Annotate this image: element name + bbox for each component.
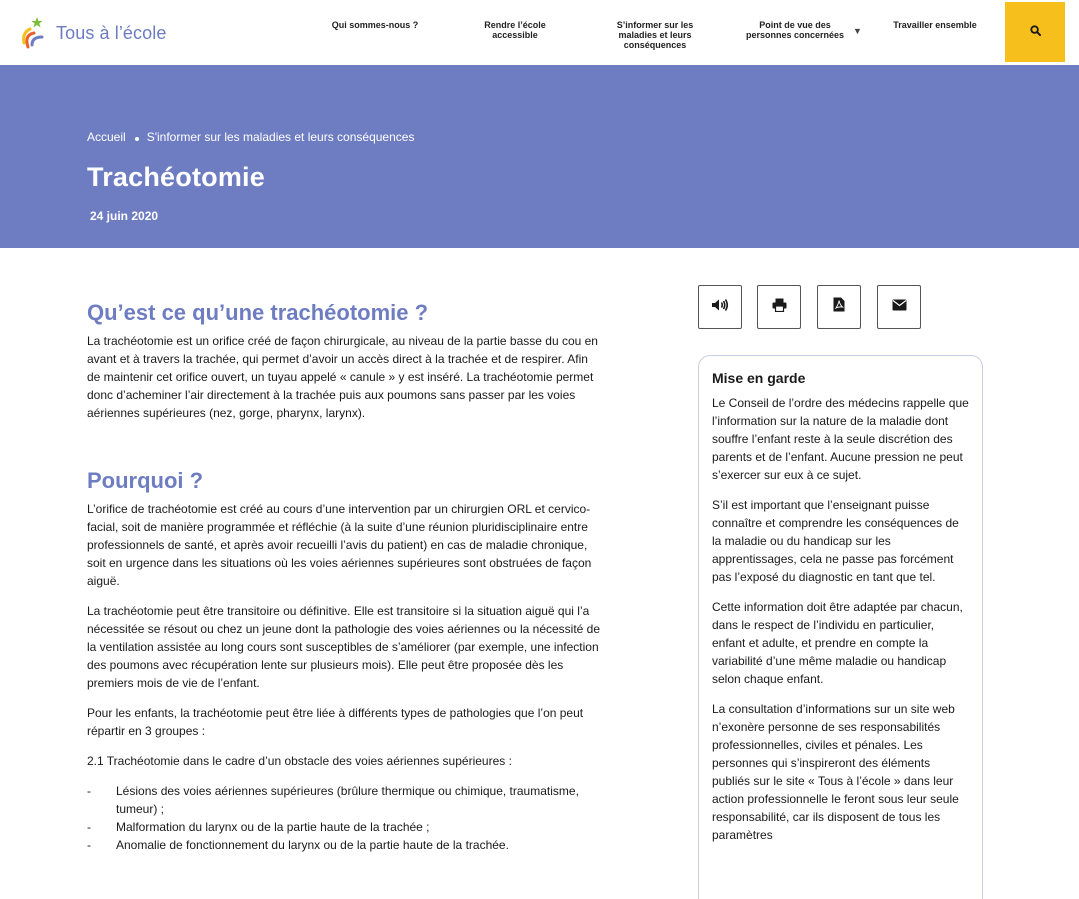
nav-rendre-ecole-accessible[interactable]: Rendre l’école accessible — [484, 20, 546, 40]
email-button[interactable] — [877, 285, 921, 329]
pdf-button[interactable] — [817, 285, 861, 329]
list-item — [87, 782, 603, 818]
paragraph-pourquoi-2: La trachéotomie peut être transitoire ou définitive. Elle est transitoire si la situation aiguë qui l’a nécessitée se résout ou chez un jeune dont la pathologie des voies aériennes ou la nécessité de la ventilation assistée au long cours sont susceptibles de s’améliorer (par exemple, une infection des poumons avec récupération lente sur plusieurs mois). Elle peut être proposée dès les premiers mois de vie de l’enfant. — [87, 604, 601, 690]
nav-sinformer-maladies[interactable]: S’informer sur les maladies et leurs conséquences — [616, 20, 694, 50]
warning-title: Mise en garde — [712, 370, 806, 386]
nav-qui-sommes-nous[interactable]: Qui sommes-nous ? — [331, 20, 419, 30]
warning-paragraph: S’il est important que l’enseignant puisse connaître et comprendre les conséquences de la maladie ou du handicap sur les apprentissages, cela ne passe pas forcément pas l’exposé du diagnostic en tant que tel. — [712, 498, 959, 584]
bullet-dash: - — [87, 838, 91, 852]
section-heading-pourquoi: Pourquoi ? — [87, 468, 204, 493]
chevron-down-icon[interactable]: ▼ — [853, 26, 862, 36]
speaker-icon — [711, 298, 729, 317]
listen-button[interactable] — [698, 285, 742, 329]
paragraph-pourquoi-3: Pour les enfants, la trachéotomie peut être liée à différents types de pathologies que l’on peut répartir en 3 groupes : — [87, 706, 584, 738]
list-item — [87, 836, 603, 854]
breadcrumb-home[interactable]: Accueil — [87, 130, 126, 144]
page-date: 24 juin 2020 — [90, 209, 159, 223]
nav-point-de-vue[interactable]: Point de vue des personnes concernées — [745, 20, 845, 40]
article-content — [87, 300, 603, 854]
section-heading-definition: Qu’est ce qu’une trachéotomie ? — [87, 300, 429, 325]
warning-paragraph: Cette information doit être adaptée par chacun, dans le respect de l’individu en particulier, enfant et adulte, et prendre en compte la variabilité d’une même maladie ou handicap selon chaque enfant. — [712, 600, 963, 686]
warning-paragraph: Le Conseil de l’ordre des médecins rappelle que l’information sur la nature de la maladie dont souffre l’enfant reste à la seule discrétion des parents et de l’enfant. Aucune pression ne peut s’exercer sur eux à ce sujet. — [712, 396, 969, 482]
print-icon — [772, 298, 787, 317]
print-button[interactable] — [757, 285, 801, 329]
search-button[interactable] — [1005, 2, 1065, 62]
breadcrumb-current[interactable]: S'informer sur les maladies et leurs conséquences — [146, 130, 415, 144]
site-header — [0, 0, 1079, 65]
nav-travailler-ensemble[interactable]: Travailler ensemble — [893, 20, 977, 30]
list-item — [87, 818, 603, 836]
page-title: Trachéotomie — [87, 162, 265, 192]
envelope-icon — [892, 298, 907, 316]
warning-box — [698, 355, 983, 899]
search-icon — [1030, 23, 1041, 41]
bullet-dash: - — [87, 784, 91, 798]
paragraph-subsection-2-1: 2.1 Trachéotomie dans le cadre d’un obstacle des voies aériennes supérieures : — [87, 754, 512, 768]
pdf-icon — [833, 297, 845, 317]
list-item-text: Lésions des voies aériennes supérieures (brûlure thermique ou chimique, traumatisme, tumeur) ; — [116, 784, 579, 816]
warning-paragraph: La consultation d’informations sur un site web n’exonère personne de ses responsabilités professionnelles, civiles et pénales. Les personnes qui s’inspireront des éléments publiés sur le site « Tous à l’école » dans leur action professionnelle le feront sous leur seule responsabilité, car ils disposent de tous les paramètres — [712, 702, 959, 842]
logo-text: Tous à l’école — [56, 22, 167, 43]
breadcrumb — [87, 130, 414, 144]
site-logo[interactable] — [20, 14, 166, 52]
paragraph-definition: La trachéotomie est un orifice créé de façon chirurgicale, au niveau de la partie basse du cou en avant et à travers la trachée, qui permet d’avoir un accès direct à la trachée et de respirer. Afin de maintenir cet orifice ouvert, un tuyau appelé « canule » y est inséré. La trachéotomie permet donc d’acheminer l’air directement à la trachée puis aux poumons sans passer par les voies aériennes supérieures (nez, gorge, pharynx, larynx). — [87, 334, 598, 420]
bullet-dash: - — [87, 820, 91, 834]
breadcrumb-separator — [135, 137, 139, 141]
list-item-text: Malformation du larynx ou de la partie haute de la trachée ; — [116, 820, 430, 834]
logo-mark-icon — [20, 15, 54, 51]
page-banner — [0, 65, 1079, 248]
list-item-text: Anomalie de fonctionnement du larynx ou de la partie haute de la trachée. — [116, 838, 509, 852]
paragraph-pourquoi-1: L’orifice de trachéotomie est créé au cours d’une intervention par un chirurgien ORL et cervico-facial, soit de manière programmée et réfléchie (à la suite d’une réunion pluridisciplinaire entre professionnels de santé, et après avoir recueilli l’avis du patient) en cas de maladie chronique, soit en urgence dans les situations où les voies aériennes supérieures sont obstruées de façon aiguë. — [87, 502, 592, 588]
